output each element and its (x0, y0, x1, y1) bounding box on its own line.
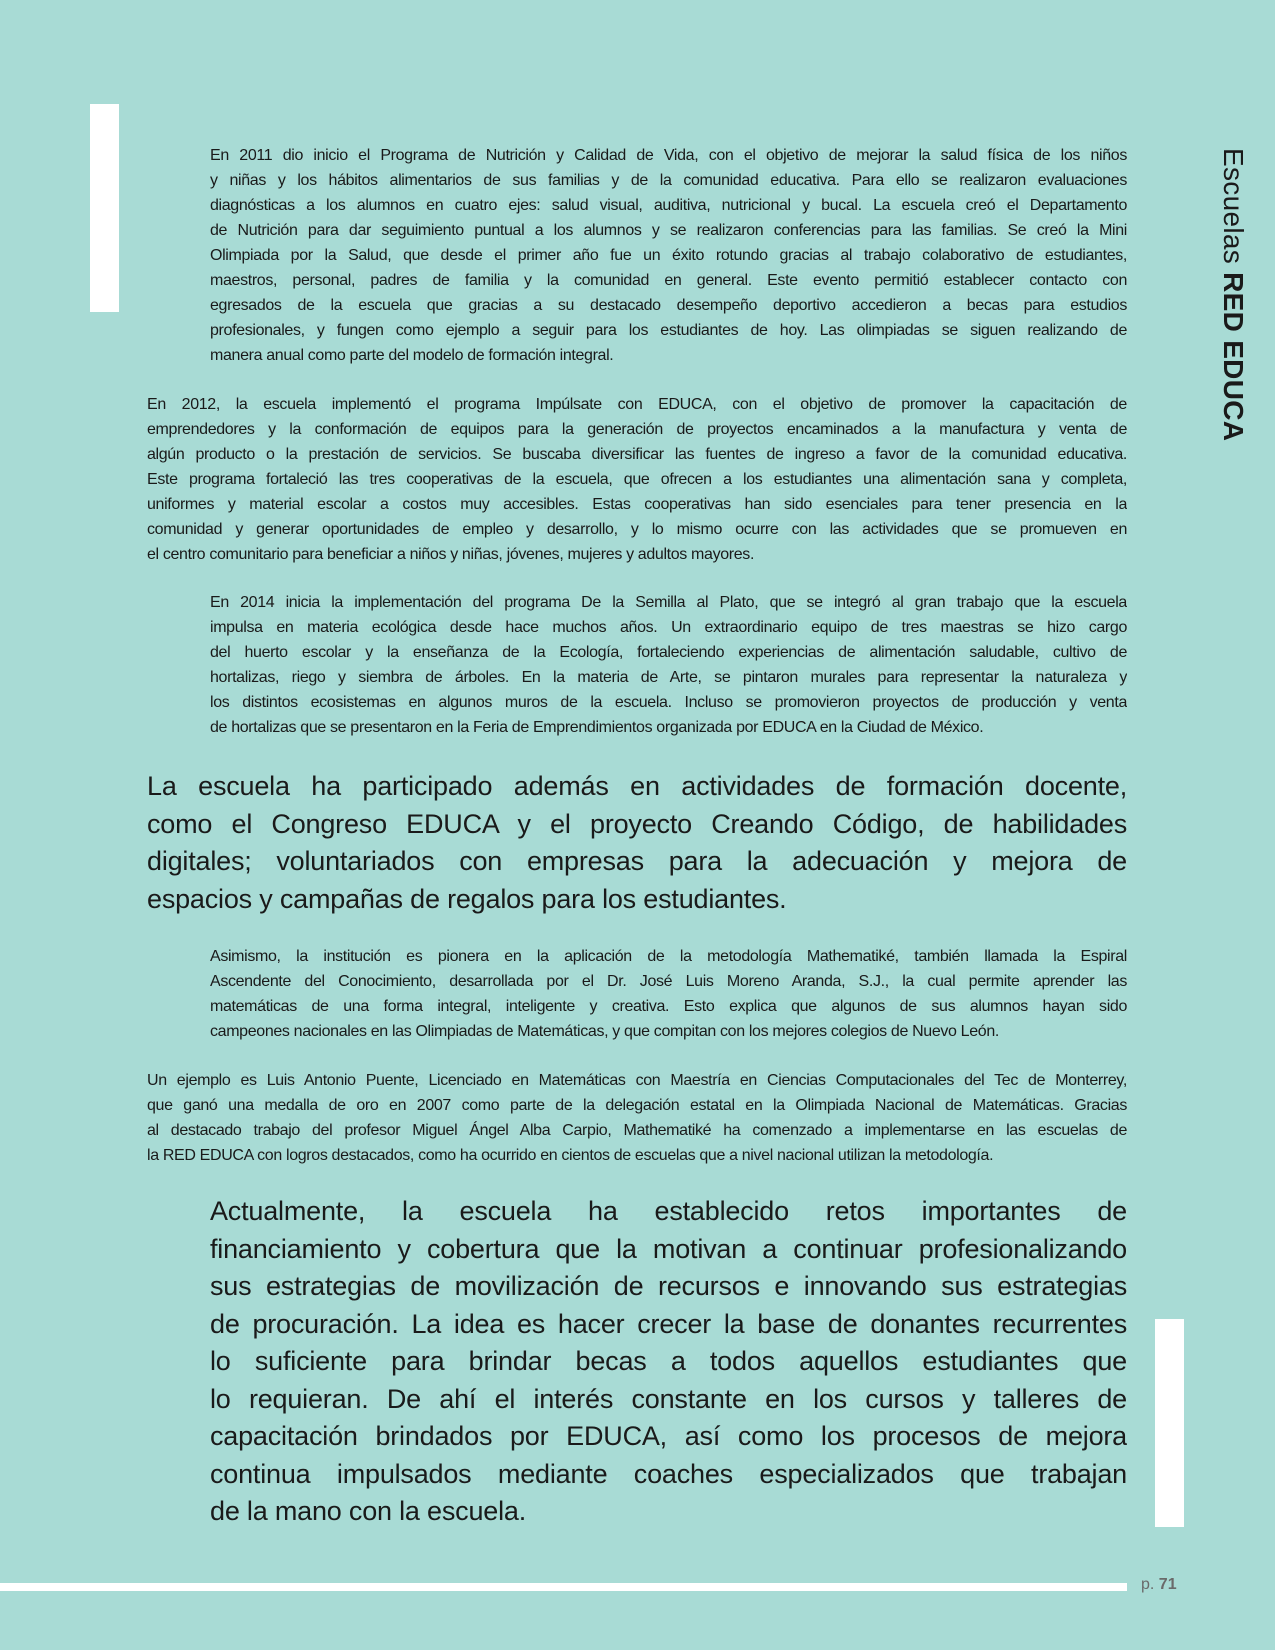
text-line: En 2011 dio inicio el Programa de Nutrición y Calidad de Vida, con el objetivo de mejorar la salud física de los niños (210, 147, 1127, 164)
text-line: manera anual como parte del modelo de formación integral. (210, 347, 614, 364)
text-line: capacitación brindados por EDUCA, así como los procesos de mejora (210, 1421, 1127, 1451)
text-line: Ascendente del Conocimiento, desarrollada por el Dr. José Luis Moreno Aranda, S.J., la cual permite aprender las (210, 973, 1127, 990)
text-line: profesionales, y fungen como ejemplo a seguir para los estudiantes de hoy. Las olimpiadas se siguen realizando de (210, 322, 1127, 339)
text-line: financiamiento y cobertura que la motivan a continuar profesionalizando (210, 1233, 1127, 1264)
text-line: de procuración. La idea es hacer crecer la base de donantes recurrentes (210, 1308, 1127, 1339)
text-line: Actualmente, la escuela ha establecido retos importantes de (210, 1196, 1127, 1226)
text-line: del huerto escolar y la enseñanza de la Ecología, fortaleciendo experiencias de alimentación saludable, cultivo de (210, 644, 1127, 661)
text-line: al destacado trabajo del profesor Miguel Ángel Alba Carpio, Mathematiké ha comenzado a implementarse en las escuelas de (147, 1122, 1127, 1139)
text-line: la RED EDUCA con logros destacados, como ha ocurrido en cientos de escuelas que a nivel nacional utilizan la metodología. (147, 1147, 994, 1164)
text-line: Un ejemplo es Luis Antonio Puente, Licenciado en Matemáticas con Maestría en Ciencias Computacionales del Tec de Monterrey, (147, 1072, 1127, 1089)
text-line: uniformes y material escolar a costos muy accesibles. Estas cooperativas han sido esenciales para tener presencia en la (147, 496, 1127, 513)
text-line: de hortalizas que se presentaron en la Feria de Emprendimientos organizada por EDUCA en la Ciudad de México. (210, 719, 984, 736)
text-line: impulsa en materia ecológica desde hace muchos años. Un extraordinario equipo de tres maestras se hizo cargo (210, 619, 1127, 636)
footer-rule (0, 1583, 1127, 1591)
text-line: En 2012, la escuela implementó el programa Impúlsate con EDUCA, con el objetivo de promover la capacitación de (147, 396, 1127, 413)
page-number-prefix: p. (1141, 1576, 1155, 1593)
text-line: campeones nacionales en las Olimpiadas de Matemáticas, y que compitan con los mejores colegios de Nuevo León. (210, 1023, 999, 1040)
text-line: digitales; voluntariados con empresas para la adecuación y mejora de (147, 846, 1127, 876)
text-line: y niñas y los hábitos alimentarios de sus familias y de la comunidad educativa. Para ello se realizaron evaluaciones (210, 172, 1127, 189)
pull-quote-teacher-training (147, 768, 1127, 918)
paragraph-mathematike (210, 944, 1127, 1044)
text-line: de la mano con la escuela. (210, 1496, 527, 1526)
text-line: que ganó una medalla de oro en 2007 como parte de la delegación estatal en la Olimpiada Nacional de Matemáticas. Gracias (147, 1097, 1127, 1114)
paragraph-luis-antonio-puente (147, 1068, 1127, 1168)
page-number (1141, 1576, 1177, 1594)
text-line: lo suficiente para brindar becas a todos aquellos estudiantes que (210, 1346, 1127, 1376)
page-number-value: 71 (1158, 1576, 1177, 1593)
text-line: egresados de la escuela que gracias a su destacado desempeño deportivo accedieron a becas para estudios (210, 297, 1127, 314)
text-line: los distintos ecosistemas en algunos muros de la escuela. Incluso se promovieron proyectos de producción y venta (210, 694, 1127, 711)
text-line: emprendedores y la conformación de equipos para la generación de proyectos encaminados a la manufactura y venta de (147, 421, 1127, 438)
paragraph-impulsate-program (147, 392, 1127, 567)
text-line: maestros, personal, padres de familia y la comunidad en general. Este evento permitió establecer contacto con (210, 272, 1127, 289)
text-line: La escuela ha participado además en actividades de formación docente, (147, 771, 1127, 801)
text-line: algún producto o la prestación de servicios. Se buscaba diversificar las fuentes de ingreso a favor de la comunidad educativa. (147, 446, 1127, 463)
decorative-bar-left (90, 104, 119, 312)
text-line: En 2014 inicia la implementación del programa De la Semilla al Plato, que se integró al gran trabajo que la escuela (210, 594, 1127, 611)
paragraph-nutrition-program (210, 143, 1127, 368)
text-line: hortalizas, riego y siembra de árboles. En la materia de Arte, se pintaron murales para representar la naturaleza y (210, 669, 1127, 686)
text-line: Asimismo, la institución es pionera en la aplicación de la metodología Mathematiké, también llamada la Espiral (210, 948, 1127, 965)
decorative-bar-right (1155, 1319, 1184, 1527)
paragraph-semilla-al-plato (210, 590, 1127, 740)
text-line: continua impulsados mediante coaches especializados que trabajan (210, 1458, 1127, 1489)
text-line: Olimpiada por la Salud, que desde el primer año fue un éxito rotundo gracias al trabajo colaborativo de estudiantes, (210, 247, 1127, 264)
pull-quote-financing-challenges (210, 1193, 1127, 1531)
text-line: Este programa fortaleció las tres cooperativas de la escuela, que ofrecen a los estudiantes una alimentación sana y completa, (147, 471, 1127, 488)
text-line: matemáticas de una forma integral, inteligente y creativa. Esto explica que algunos de sus alumnos hayan sido (210, 998, 1127, 1015)
text-line: comunidad y generar oportunidades de empleo y desarrollo, y lo mismo ocurre con las actividades que se promueven en (147, 521, 1127, 538)
text-line: sus estrategias de movilización de recursos e innovando sus estrategias (210, 1271, 1127, 1301)
section-title-regular: Escuelas (1218, 148, 1249, 265)
text-line: el centro comunitario para beneficiar a niños y niñas, jóvenes, mujeres y adultos mayores. (147, 546, 755, 563)
text-line: como el Congreso EDUCA y el proyecto Creando Código, de habilidades (147, 808, 1127, 839)
text-line: diagnósticas a los alumnos en cuatro ejes: salud visual, auditiva, nutricional y bucal. La escuela creó el Departamento (210, 197, 1127, 214)
text-line: lo requieran. De ahí el interés constante en los cursos y talleres de (210, 1383, 1127, 1414)
section-title-vertical (1218, 148, 1248, 450)
text-line: espacios y campañas de regalos para los estudiantes. (147, 883, 787, 914)
section-title-bold: RED EDUCA (1218, 272, 1249, 442)
text-line: de Nutrición para dar seguimiento puntual a los alumnos y se realizaron conferencias para las familias. Se creó la Mini (210, 222, 1127, 239)
